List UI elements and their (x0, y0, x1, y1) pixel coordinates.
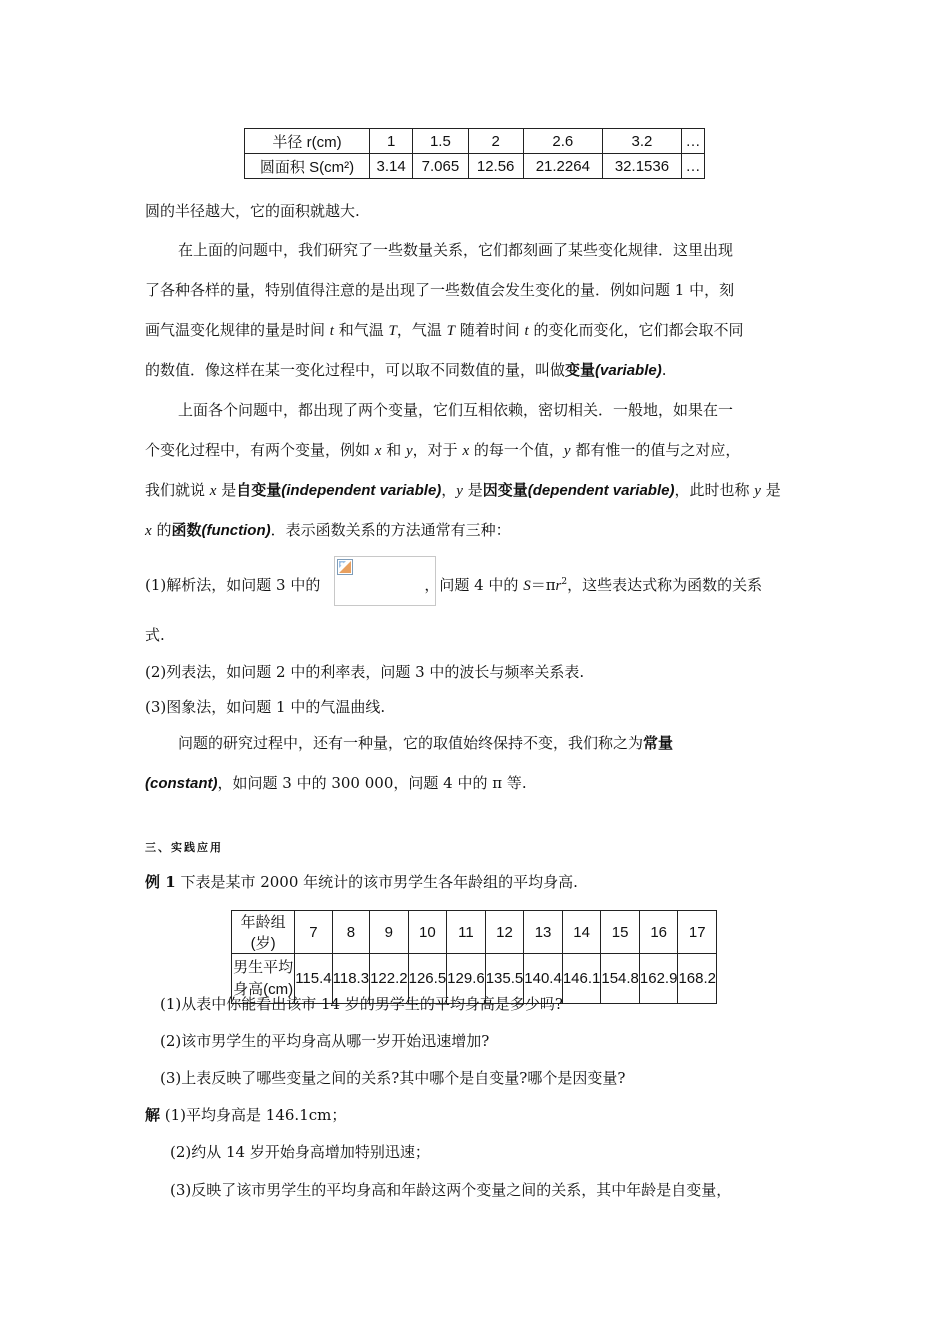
table-cell: 2 (468, 129, 523, 154)
age-cell: 14 (562, 911, 601, 954)
height-cell: 154.8 (601, 954, 640, 1004)
height-cell: 115.4 (295, 954, 332, 1004)
table-cell: 32.1536 (602, 154, 681, 179)
solution-line-2: (2)约从 14 岁开始身高增加特别迅速； (170, 1143, 430, 1161)
height-cell: 122.2 (370, 954, 409, 1004)
table-cell: 12.56 (468, 154, 523, 179)
radius-area-table (244, 128, 705, 179)
age-cell: 13 (524, 911, 563, 954)
height-table (231, 910, 717, 1004)
section-heading: 三、实践应用 (145, 841, 223, 854)
paragraph-function-line-4: x 的函数(function)．表示函数关系的方法通常有三种： (145, 521, 511, 539)
solution-line-3: (3)反映了该市男学生的平均身高和年龄这两个变量之间的关系，其中年龄是自变量， (170, 1181, 732, 1199)
method-graph-line: (3)图象法，如问题 1 中的气温曲线. (145, 698, 386, 716)
term-function: 函数 (171, 521, 202, 539)
question-2: (2)该市男学生的平均身高从哪一岁开始迅速增加? (160, 1032, 490, 1050)
height-cell: 118.3 (332, 954, 369, 1004)
row-label: 圆面积 S(cm²) (245, 154, 370, 179)
table-cell: 1.5 (413, 129, 468, 154)
table-cell: 1 (370, 129, 413, 154)
term-variable: 变量 (565, 361, 596, 379)
age-cell: 11 (447, 911, 486, 954)
age-cell: 17 (678, 911, 717, 954)
method-analytic-line-end: 式. (145, 626, 165, 644)
height-cell: 140.4 (524, 954, 563, 1004)
row-label: 半径 r(cm) (245, 129, 370, 154)
paragraph-function-line-1: 上面各个问题中，都出现了两个变量，它们互相依赖，密切相关．一般地，如果在一 (178, 401, 734, 419)
example-intro: 例 1 下表是某市 2000 年统计的该市男学生各年龄组的平均身高. (145, 873, 578, 891)
table-cell: 21.2264 (523, 154, 602, 179)
age-cell: 15 (601, 911, 640, 954)
paragraph-function-line-3: 我们就说 x 是自变量(independent variable)，y 是因变量(dependent variable)，此时也称 y 是 (145, 481, 781, 499)
age-cell: 12 (485, 911, 524, 954)
example-label: 例 1 (145, 873, 176, 891)
paragraph-variable-line-1: 在上面的问题中，我们研究了一些数量关系，它们都刻画了某些变化规律．这里出现 (178, 241, 734, 259)
row-label: 男生平均 身高(cm) (232, 954, 295, 1004)
height-cell: 146.1 (562, 954, 601, 1004)
solution-line-1: 解 (1)平均身高是 146.1cm； (145, 1106, 347, 1124)
paragraph-constant-line-1: 问题的研究过程中，还有一种量，它的取值始终保持不变，我们称之为常量 (178, 734, 674, 752)
table-cell: … (682, 129, 705, 154)
term-constant: 常量 (643, 734, 674, 752)
table-cell: 2.6 (523, 129, 602, 154)
broken-image-icon (337, 559, 353, 575)
age-cell: 7 (295, 911, 332, 954)
table-row (232, 911, 717, 954)
table-row (245, 129, 705, 154)
age-cell: 8 (332, 911, 369, 954)
paragraph-constant-line-2: (constant)，如问题 3 中的 300 000，问题 4 中的 π 等. (145, 774, 527, 792)
term-dependent-variable: 因变量 (482, 481, 528, 499)
paragraph-function-line-2: 个变化过程中，有两个变量，例如 x 和 y，对于 x 的每一个值，y 都有惟一的值与之对应， (145, 441, 741, 459)
table-cell: … (682, 154, 705, 179)
height-cell: 129.6 (447, 954, 486, 1004)
age-cell: 16 (639, 911, 678, 954)
table-row (245, 154, 705, 179)
height-cell: 168.2 (678, 954, 717, 1004)
age-cell: 10 (408, 911, 447, 954)
table-cell: 3.2 (602, 129, 681, 154)
term-independent-variable: 自变量 (236, 481, 282, 499)
height-cell: 126.5 (408, 954, 447, 1004)
height-cell: 135.5 (485, 954, 524, 1004)
header-label: 年龄组(岁) (232, 911, 295, 954)
table-cell: 7.065 (413, 154, 468, 179)
age-cell: 9 (370, 911, 409, 954)
broken-image-placeholder (334, 556, 436, 606)
paragraph-variable-line-4: 的数值．像这样在某一变化过程中，可以取不同数值的量，叫做变量(variable). (145, 361, 667, 379)
height-cell: 162.9 (639, 954, 678, 1004)
paragraph-variable-line-2: 了各种各样的量，特别值得注意的是出现了一些数值会发生变化的量．例如问题 1 中，刻 (145, 281, 735, 299)
method-table-line: (2)列表法，如问题 2 中的利率表，问题 3 中的波长与频率关系表. (145, 663, 585, 681)
paragraph-circle: 圆的半径越大，它的面积就越大. (145, 202, 360, 220)
method-analytic-line: (1)解析法，如问题 3 中的 ，问题 4 中的 $S=\pi r^2$，这些表达式称为函数的关系 (145, 576, 763, 594)
paragraph-variable-line-3: 画气温变化规律的量是时间 t 和气温 T，气温 T 随着时间 t 的变化而变化，它们都会取不同 (145, 321, 744, 339)
table-cell: 3.14 (370, 154, 413, 179)
question-1: (1)从表中你能看出该市 14 岁的男学生的平均身高是多少吗? (160, 995, 563, 1013)
question-3: (3)上表反映了哪些变量之间的关系?其中哪个是自变量?哪个是因变量? (160, 1069, 626, 1087)
solution-label: 解 (145, 1106, 161, 1124)
